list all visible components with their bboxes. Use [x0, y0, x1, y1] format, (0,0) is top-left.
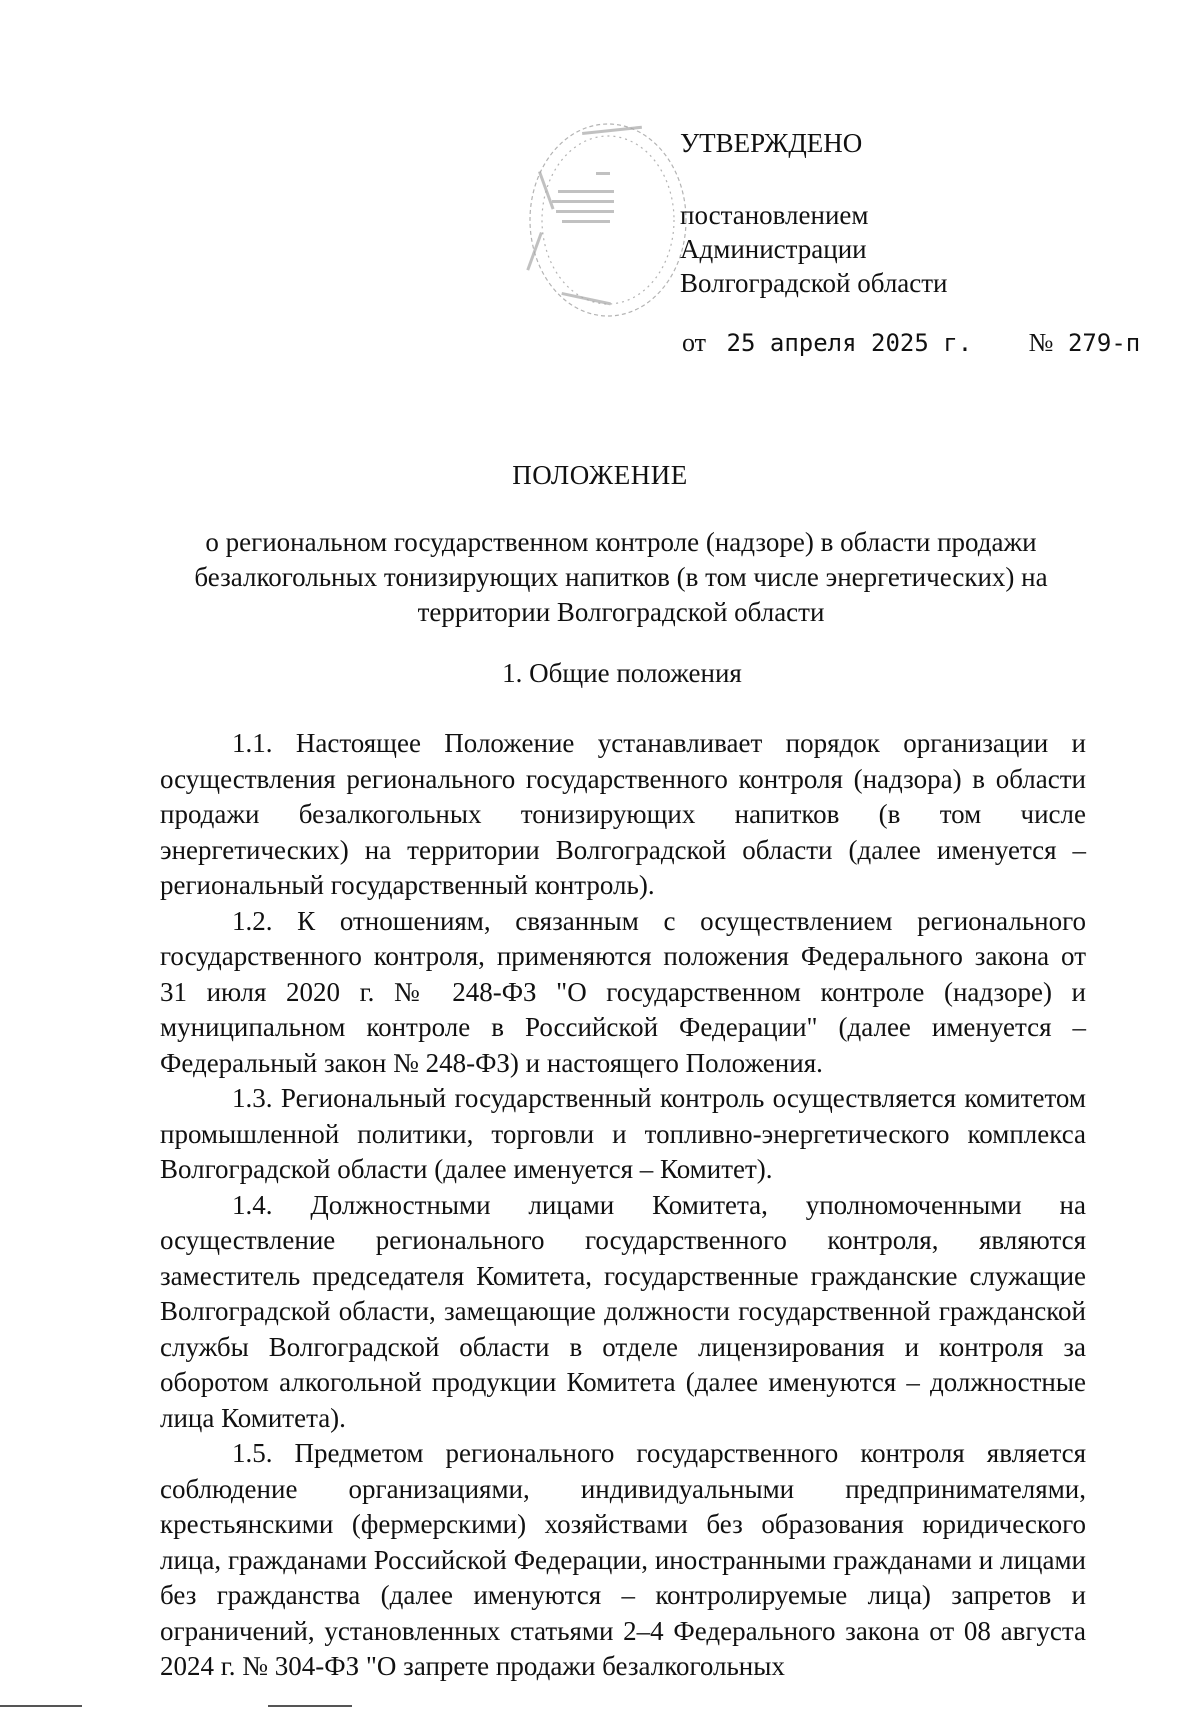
approved-by-line: Администрации — [680, 234, 867, 264]
paragraph: 1.5. Предметом регионального государственного контроля является соблюдение организациями, индивидуальными предпринимателями, крестьянскими (фермерскими) хозяйствами без образования юридического лица, гражданами Российской Федерации, иностранными гражданами и лицами без гражданства (далее именуются – контролируемые лица) запретов и ограничений, установленных статьями 2–4 Федерального закона от 08 августа 2024 г. № 304-ФЗ "О запрете продажи безалкогольных — [160, 1438, 1086, 1681]
decree-reference — [682, 328, 1140, 358]
document-body — [160, 726, 1086, 1685]
paragraph: 1.2. К отношениям, связанным с осуществлением регионального государственного контроля, применяются положения Федерального закона от 31 июля 2020 г. № 248-ФЗ "О государственном контроле (надзоре) и муниципальном контроле в Российской Федерации" (далее именуется – Федеральный закон № 248-ФЗ) и настоящего Положения. — [160, 905, 1086, 1078]
document-title: ПОЛОЖЕНИЕ — [512, 460, 688, 490]
approved-by-line: Волгоградской области — [680, 268, 948, 298]
paragraph: 1.4. Должностными лицами Комитета, уполномоченными на осуществление регионального государственного контроля, являются заместитель председателя Комитета, государственные гражданские служащие Волгоградской области, замещающие должности государственной гражданской службы Волгоградской области в отделе лицензирования и контроля за оборотом алкогольной продукции Комитета (далее именуются – должностные лица Комитета). — [160, 1189, 1086, 1433]
decree-number: 279-п — [1067, 329, 1141, 357]
approved-by — [680, 198, 948, 300]
approved-label: УТВЕРЖДЕНО — [680, 128, 863, 158]
section-heading — [0, 658, 1200, 689]
official-seal-icon — [522, 112, 700, 324]
approved-by-line: постановлением — [680, 200, 869, 230]
decree-number-label: № — [1028, 328, 1054, 357]
paragraph: 1.3. Региональный государственный контроль осуществляется комитетом промышленной политики, торговли и топливно-энергетического комплекса Волгоградской области (далее именуется – Комитет). — [160, 1083, 1086, 1184]
decree-date: 25 апреля 2025 г. — [726, 329, 973, 357]
paragraph: 1.1. Настоящее Положение устанавливает порядок организации и осуществления регионального государственного контроля (надзора) в области продажи безалкогольных тонизирующих напитков (в том числе энергетических) на территории Волгоградской области (далее именуется – региональный государственный контроль). — [160, 728, 1086, 900]
footer-rule — [268, 1705, 352, 1707]
footer-rule — [0, 1705, 82, 1707]
decree-from-label: от — [682, 328, 707, 357]
document-subtitle: о региональном государственном контроле (надзоре) в области продажи безалкогольных тонизирующих напитков (в том числе энергетических) на территории Волгоградской области — [194, 527, 1048, 627]
section-heading-text: 1. Общие положения — [502, 658, 742, 688]
